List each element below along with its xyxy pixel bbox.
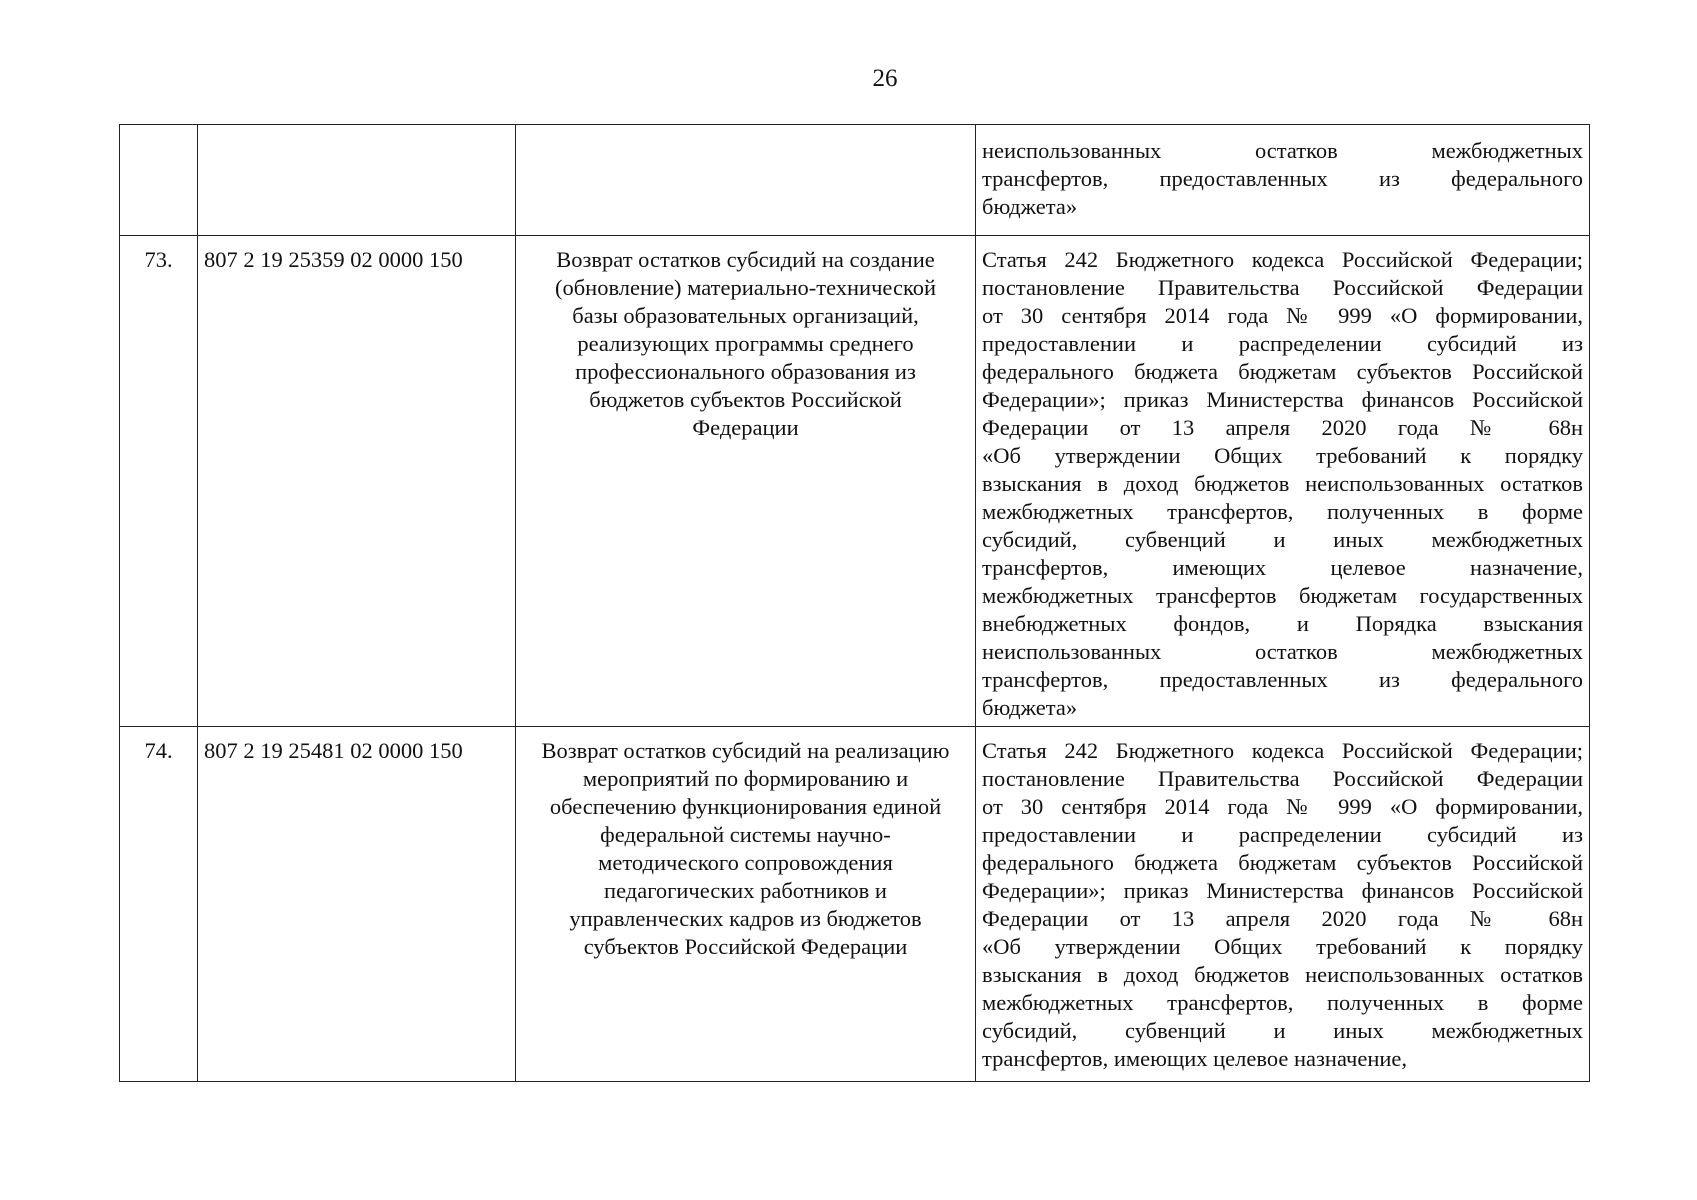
legal-basis-line: субсидий, субвенций и иных межбюджетных (982, 1018, 1583, 1043)
legal-basis-line: неиспользованных остатков межбюджетных (982, 639, 1583, 664)
table-row (120, 125, 1590, 236)
legal-basis-line: бюджета» (982, 695, 1078, 720)
legal-basis-line: трансфертов, предоставленных из федерального (982, 667, 1583, 692)
legal-basis-line: от 30 сентября 2014 года № 999 «О формировании, (982, 303, 1583, 328)
income-name-line: (обновление) материально-технической (554, 275, 937, 300)
income-name-line: профессионального образования из (575, 359, 916, 384)
legal-basis-line: межбюджетных трансфертов бюджетам государственных (982, 583, 1583, 608)
legal-basis-line: трансфертов, предоставленных из федерального (982, 166, 1583, 191)
row-number-cell (120, 125, 198, 236)
legal-basis-line: трансфертов, имеющих целевое назначение, (982, 555, 1583, 580)
legal-basis-line: предоставлении и распределении субсидий из (982, 331, 1583, 356)
table-row (120, 727, 1590, 1082)
income-name-cell (516, 236, 976, 727)
legal-basis-line: внебюджетных фондов, и Порядка взыскания (982, 611, 1583, 636)
legal-basis-line: федерального бюджета бюджетам субъектов Российской (982, 359, 1583, 384)
income-name-line: субъектов Российской Федерации (583, 934, 908, 959)
income-name-line: Возврат остатков субсидий на реализацию (541, 738, 950, 763)
legal-basis-line: неиспользованных остатков межбюджетных (982, 138, 1583, 163)
income-name-line: Федерации (692, 415, 799, 440)
legal-basis-line: «Об утверждении Общих требований к порядку (982, 443, 1583, 468)
income-name-line: обеспечению функционирования единой (549, 794, 942, 819)
legal-basis-line: взыскания в доход бюджетов неиспользованных остатков (982, 962, 1583, 987)
income-name-line: базы образовательных организаций, (572, 303, 919, 328)
budget-code-cell (198, 125, 516, 236)
legal-basis-line: «Об утверждении Общих требований к порядку (982, 934, 1583, 959)
legal-basis-line: постановление Правительства Российской Федерации (982, 275, 1583, 300)
row-number-cell: 73. (120, 236, 198, 727)
legal-basis-line: федерального бюджета бюджетам субъектов Российской (982, 850, 1583, 875)
income-name-line: Возврат остатков субсидий на создание (556, 247, 935, 272)
legal-basis-line: субсидий, субвенций и иных межбюджетных (982, 527, 1583, 552)
income-name-line: федеральной системы научно- (600, 822, 891, 847)
row-number-cell: 74. (120, 727, 198, 1082)
legal-basis-line: Федерации»; приказ Министерства финансов Российской (982, 387, 1583, 412)
legal-basis-line: Федерации от 13 апреля 2020 года № 68н (982, 906, 1583, 931)
income-name-line: управленческих кадров из бюджетов (569, 906, 922, 931)
legal-basis-line: межбюджетных трансфертов, полученных в форме (982, 499, 1583, 524)
legal-basis-line: бюджета» (982, 194, 1078, 219)
budget-codes-table (119, 124, 1590, 1082)
table-row (120, 236, 1590, 727)
income-name-line: бюджетов субъектов Российской (589, 387, 902, 412)
income-name-line: методического сопровождения (598, 850, 893, 875)
legal-basis-cell (976, 125, 1590, 236)
budget-code-cell: 807 2 19 25359 02 0000 150 (198, 236, 516, 727)
income-name-cell (516, 125, 976, 236)
income-name-line: педагогических работников и (604, 878, 887, 903)
legal-basis-line: трансфертов, имеющих целевое назначение, (982, 1046, 1408, 1071)
legal-basis-line: взыскания в доход бюджетов неиспользованных остатков (982, 471, 1583, 496)
income-name-cell (516, 727, 976, 1082)
legal-basis-line: Федерации»; приказ Министерства финансов Российской (982, 878, 1583, 903)
legal-basis-line: Федерации от 13 апреля 2020 года № 68н (982, 415, 1583, 440)
legal-basis-line: Статья 242 Бюджетного кодекса Российской Федерации; (982, 247, 1583, 272)
page-number: 26 (872, 65, 898, 92)
legal-basis-line: от 30 сентября 2014 года № 999 «О формировании, (982, 794, 1583, 819)
budget-code-cell: 807 2 19 25481 02 0000 150 (198, 727, 516, 1082)
legal-basis-cell (976, 727, 1590, 1082)
income-name-line: мероприятий по формированию и (582, 766, 909, 791)
legal-basis-line: предоставлении и распределении субсидий из (982, 822, 1583, 847)
legal-basis-cell (976, 236, 1590, 727)
legal-basis-line: постановление Правительства Российской Федерации (982, 766, 1583, 791)
income-name-line: реализующих программы среднего (577, 331, 914, 356)
legal-basis-line: межбюджетных трансфертов, полученных в форме (982, 990, 1583, 1015)
legal-basis-line: Статья 242 Бюджетного кодекса Российской Федерации; (982, 738, 1583, 763)
